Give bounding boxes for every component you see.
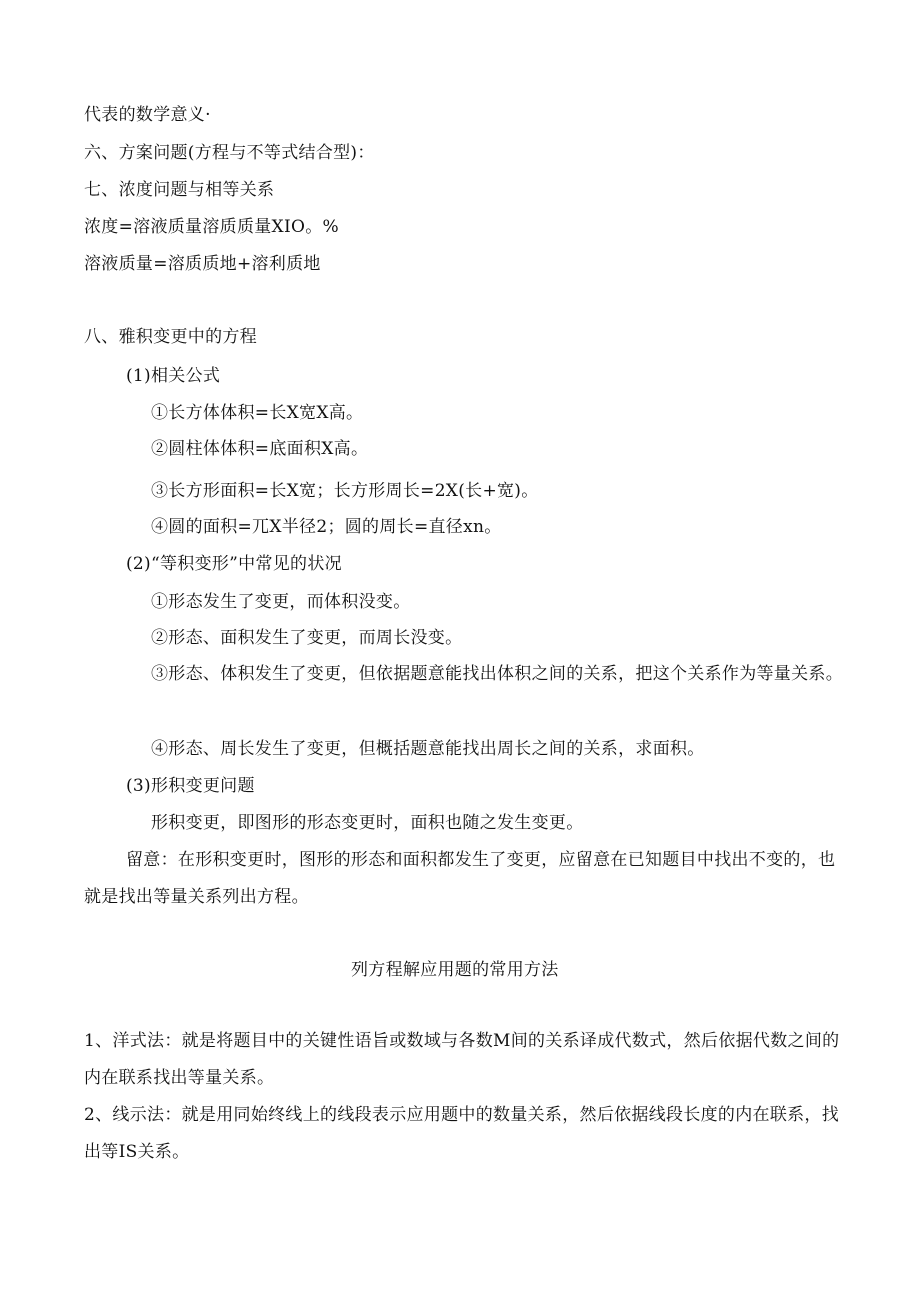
solution-mass-formula: 溶液质量=溶质质地+溶利质地 xyxy=(84,254,321,274)
formula-item: ①长方体体积=长X宽X高。 xyxy=(151,403,364,423)
section-8-heading: 八、雅积变更中的方程 xyxy=(84,327,257,347)
case-item: ③形态、体积发生了变更，但依据题意能找出体积之间的关系，把这个关系作为等量关系。 xyxy=(151,664,843,684)
subsection-3-title: (3)形积变更问题 xyxy=(126,776,255,796)
intro-tail-text: 代表的数学意义· xyxy=(84,105,211,125)
method-1-paragraph: 1、洋式法：就是将题目中的关键性语旨或数域与各数M间的关系译成代数式，然后依据代数之间的内在联系找出等量关系。 xyxy=(84,1031,840,1088)
case-item: ④形态、周长发生了变更，但概括题意能找出周长之间的关系，求面积。 xyxy=(151,739,705,759)
formula-item: ②圆柱体体积=底面积X高。 xyxy=(151,439,369,459)
concentration-formula: 浓度=溶液质量溶质质量XIO。% xyxy=(84,217,339,237)
section-7-heading: 七、浓度问题与相等关系 xyxy=(84,180,275,200)
subsection-2-title: (2)“等积变形”中常见的状况 xyxy=(126,554,342,574)
note-paragraph: 留意：在形积变更时，图形的形态和面积都发生了变更，应留意在已知题目中找出不变的，也就是找出等量关系列出方程。 xyxy=(84,850,836,907)
formula-item: ③长方形面积=长X宽；长方形周长=2X(长+宽)。 xyxy=(151,481,539,501)
case-item: ①形态发生了变更，而体积没变。 xyxy=(151,592,411,612)
case-item: ②形态、面积发生了变更，而周长没变。 xyxy=(151,628,463,648)
section-6-heading: 六、方案问题(方程与不等式结合型)： xyxy=(84,143,375,163)
subsection-3-text: 形积变更，即图形的形态变更时，面积也随之发生变更。 xyxy=(151,813,584,833)
page-subheading: 列方程解应用题的常用方法 xyxy=(351,960,559,980)
method-2-paragraph: 2、线示法：就是用同始终线上的线段表示应用题中的数量关系，然后依据线段长度的内在联系，找出等IS关系。 xyxy=(84,1105,840,1162)
subsection-1-title: (1)相关公式 xyxy=(126,366,221,386)
formula-item: ④圆的面积=兀X半径2；圆的周长=直径xn。 xyxy=(151,517,502,537)
